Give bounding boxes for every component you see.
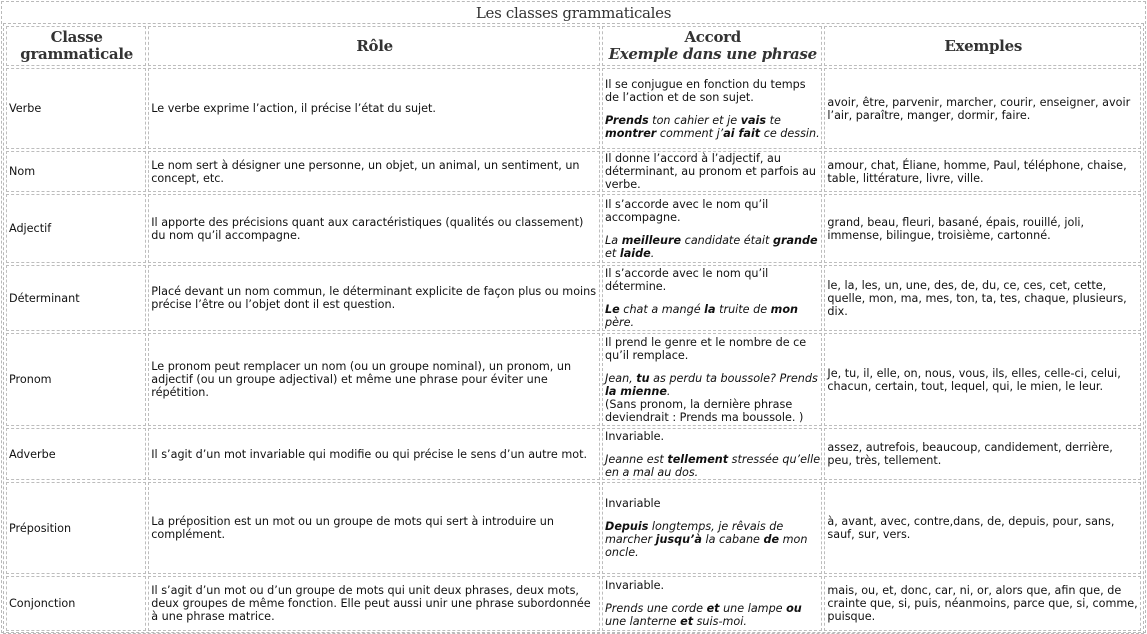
cell-exemples: avoir, être, parvenir, marcher, courir, enseigner, avoir l’air, paraître, manger, dormir, faire. (824, 68, 1141, 149)
cell-role: Le verbe exprime l’action, il précise l’état du sujet. (148, 68, 600, 149)
cell-classe: Pronom (6, 333, 146, 426)
table-row (6, 194, 1141, 263)
emphasized-word: et (680, 615, 694, 628)
sentence-fragment: père. (605, 316, 635, 329)
cell-accord (602, 265, 822, 331)
cell-accord (602, 151, 822, 192)
grammar-classes-document (1, 1, 1146, 633)
emphasized-word: Le (605, 303, 620, 316)
accord-text: Invariable (605, 497, 661, 510)
accord-text: Il prend le genre et le nombre de ce qu’il remplace. (605, 335, 807, 362)
cell-role: Il apporte des précisions quant aux caractéristiques (qualités ou classement) du nom qu’il accompagne. (148, 194, 600, 263)
cell-exemples: amour, chat, Éliane, homme, Paul, téléphone, chaise, table, littérature, livre, ville. (824, 151, 1141, 192)
table-row (6, 428, 1141, 480)
sentence-fragment: as perdu ta boussole? Prends (649, 371, 818, 385)
emphasized-word: la (704, 303, 716, 316)
sentence-fragment: truite de (715, 303, 771, 316)
cell-exemples: à, avant, avec, contre,dans, de, depuis, pour, sans, sauf, sur, vers. (824, 482, 1141, 574)
example-sentence (605, 303, 820, 329)
accord-text: Il donne l’accord à l’adjectif, au déterminant, au pronom et parfois au verbe. (605, 152, 817, 191)
emphasized-word: meilleure (621, 233, 682, 247)
emphasized-word: Depuis (605, 520, 649, 533)
sentence-fragment: suis-moi. (693, 615, 747, 628)
example-note: (Sans pronom, la dernière phrase deviendrait : Prends ma boussole. ) (605, 397, 804, 424)
cell-classe: Adverbe (6, 428, 146, 480)
sentence-fragment: . (650, 246, 655, 260)
example-sentence (605, 602, 820, 628)
cell-role: Le nom sert à désigner une personne, un objet, un animal, un sentiment, un concept, etc. (148, 151, 600, 192)
cell-accord (602, 428, 822, 480)
sentence-fragment: et (605, 246, 620, 260)
example-sentence (605, 234, 820, 260)
cell-accord (602, 576, 822, 631)
sentence-fragment: comment j’ (656, 126, 724, 140)
example-sentence (605, 520, 820, 559)
cell-accord (602, 333, 822, 426)
sentence-fragment: Jeanne est (605, 452, 668, 466)
cell-exemples: le, la, les, un, une, des, de, du, ce, ces, cet, cette, quelle, mon, ma, mes, ton, ta, tes, chaque, plusieurs, dix. (824, 265, 1141, 331)
cell-accord (602, 482, 822, 574)
sentence-fragment: candidate était (681, 233, 773, 247)
table-row (6, 265, 1141, 331)
emphasized-word: ou (786, 602, 802, 615)
sentence-fragment: ce dessin. (760, 126, 820, 140)
cell-classe: Verbe (6, 68, 146, 149)
sentence-fragment: longtemps, je rêvais de marcher (605, 520, 784, 546)
cell-exemples: assez, autrefois, beaucoup, candidement, derrière, peu, très, tellement. (824, 428, 1141, 480)
sentence-fragment: Prends une corde (605, 602, 707, 615)
accord-text: Il s’accorde avec le nom qu’il détermine. (605, 267, 769, 293)
header-row (6, 26, 1141, 66)
sentence-fragment: stressée qu’elle en a mal au dos. (605, 452, 821, 479)
table-caption: Les classes grammaticales (475, 4, 672, 22)
header-exemples: Exemples (824, 26, 1141, 66)
cell-role: Il s’agit d’un mot ou d’un groupe de mots qui unit deux phrases, deux mots, deux groupes de même fonction. Elle peut aussi unir une phrase subordonnée à une phrase matrice. (148, 576, 600, 631)
sentence-fragment: la cabane (701, 533, 764, 546)
table-row (6, 482, 1141, 574)
emphasized-word: et (706, 602, 720, 615)
sentence-fragment: . (666, 384, 671, 398)
cell-classe: Adjectif (6, 194, 146, 263)
sentence-fragment: te (766, 113, 781, 127)
cell-classe: Préposition (6, 482, 146, 574)
header-classe: Classe grammaticale (6, 26, 146, 66)
sentence-fragment: Jean, (605, 371, 637, 385)
sentence-fragment: une lampe (719, 602, 787, 615)
emphasized-word: vais (740, 113, 767, 127)
emphasized-word: tu (636, 371, 650, 385)
cell-accord (602, 68, 822, 149)
cell-accord (602, 194, 822, 263)
emphasized-word: la mienne (605, 384, 667, 398)
sentence-fragment: une lanterne (605, 615, 681, 628)
accord-text: Invariable. (605, 579, 665, 592)
cell-exemples: mais, ou, et, donc, car, ni, or, alors que, afin que, de crainte que, si, puis, néanmoins, parce que, si, comme, puisque. (824, 576, 1141, 631)
sentence-fragment: chat a mangé (619, 303, 705, 316)
cell-role: Le pronom peut remplacer un nom (ou un groupe nominal), un pronom, un adjectif (ou un groupe adjectival) et même une phrase pour éviter une répétition. (148, 333, 600, 426)
header-role: Rôle (148, 26, 600, 66)
cell-role: Il s’agit d’un mot invariable qui modifie ou qui précise le sens d’un autre mot. (148, 428, 600, 480)
emphasized-word: Prends (605, 113, 649, 127)
emphasized-word: jusqu’à (655, 533, 702, 546)
accord-text: Il se conjugue en fonction du temps de l’action et de son sujet. (605, 77, 806, 104)
sentence-fragment: mon oncle. (605, 533, 808, 559)
cell-exemples: Je, tu, il, elle, on, nous, vous, ils, elles, celle-ci, celui, chacun, certain, tout, lequel, qui, le mien, le leur. (824, 333, 1141, 426)
example-block (605, 372, 820, 424)
cell-classe: Nom (6, 151, 146, 192)
emphasized-word: grande (772, 233, 818, 247)
header-accord-subtitle: Exemple dans une phrase (608, 45, 817, 63)
emphasized-word: laide (619, 246, 651, 260)
cell-classe: Conjonction (6, 576, 146, 631)
emphasized-word: ai fait (723, 126, 761, 140)
sentence-fragment: ton cahier et je (648, 113, 741, 127)
emphasized-word: tellement (667, 452, 729, 466)
cell-role: Placé devant un nom commun, le déterminant explicite de façon plus ou moins précise l’être ou l’objet dont il est question. (148, 265, 600, 331)
grammar-classes-table (3, 23, 1144, 634)
accord-text: Il s’accorde avec le nom qu’il accompagne. (605, 197, 769, 224)
table-row (6, 151, 1141, 192)
sentence-fragment: La (605, 233, 622, 247)
example-sentence (605, 372, 818, 398)
example-sentence (605, 114, 820, 140)
accord-text: Invariable. (605, 429, 665, 443)
example-sentence (605, 453, 820, 479)
cell-exemples: grand, beau, fleuri, basané, épais, rouillé, joli, immense, bilingue, troisième, cartonné. (824, 194, 1141, 263)
cell-role: La préposition est un mot ou un groupe de mots qui sert à introduire un complément. (148, 482, 600, 574)
emphasized-word: mon (770, 303, 798, 316)
table-row (6, 68, 1141, 149)
emphasized-word: de (763, 533, 780, 546)
emphasized-word: montrer (605, 126, 657, 140)
cell-classe: Déterminant (6, 265, 146, 331)
table-row (6, 333, 1141, 426)
table-row (6, 576, 1141, 631)
header-accord (602, 26, 822, 66)
header-accord-title: Accord (684, 28, 741, 46)
